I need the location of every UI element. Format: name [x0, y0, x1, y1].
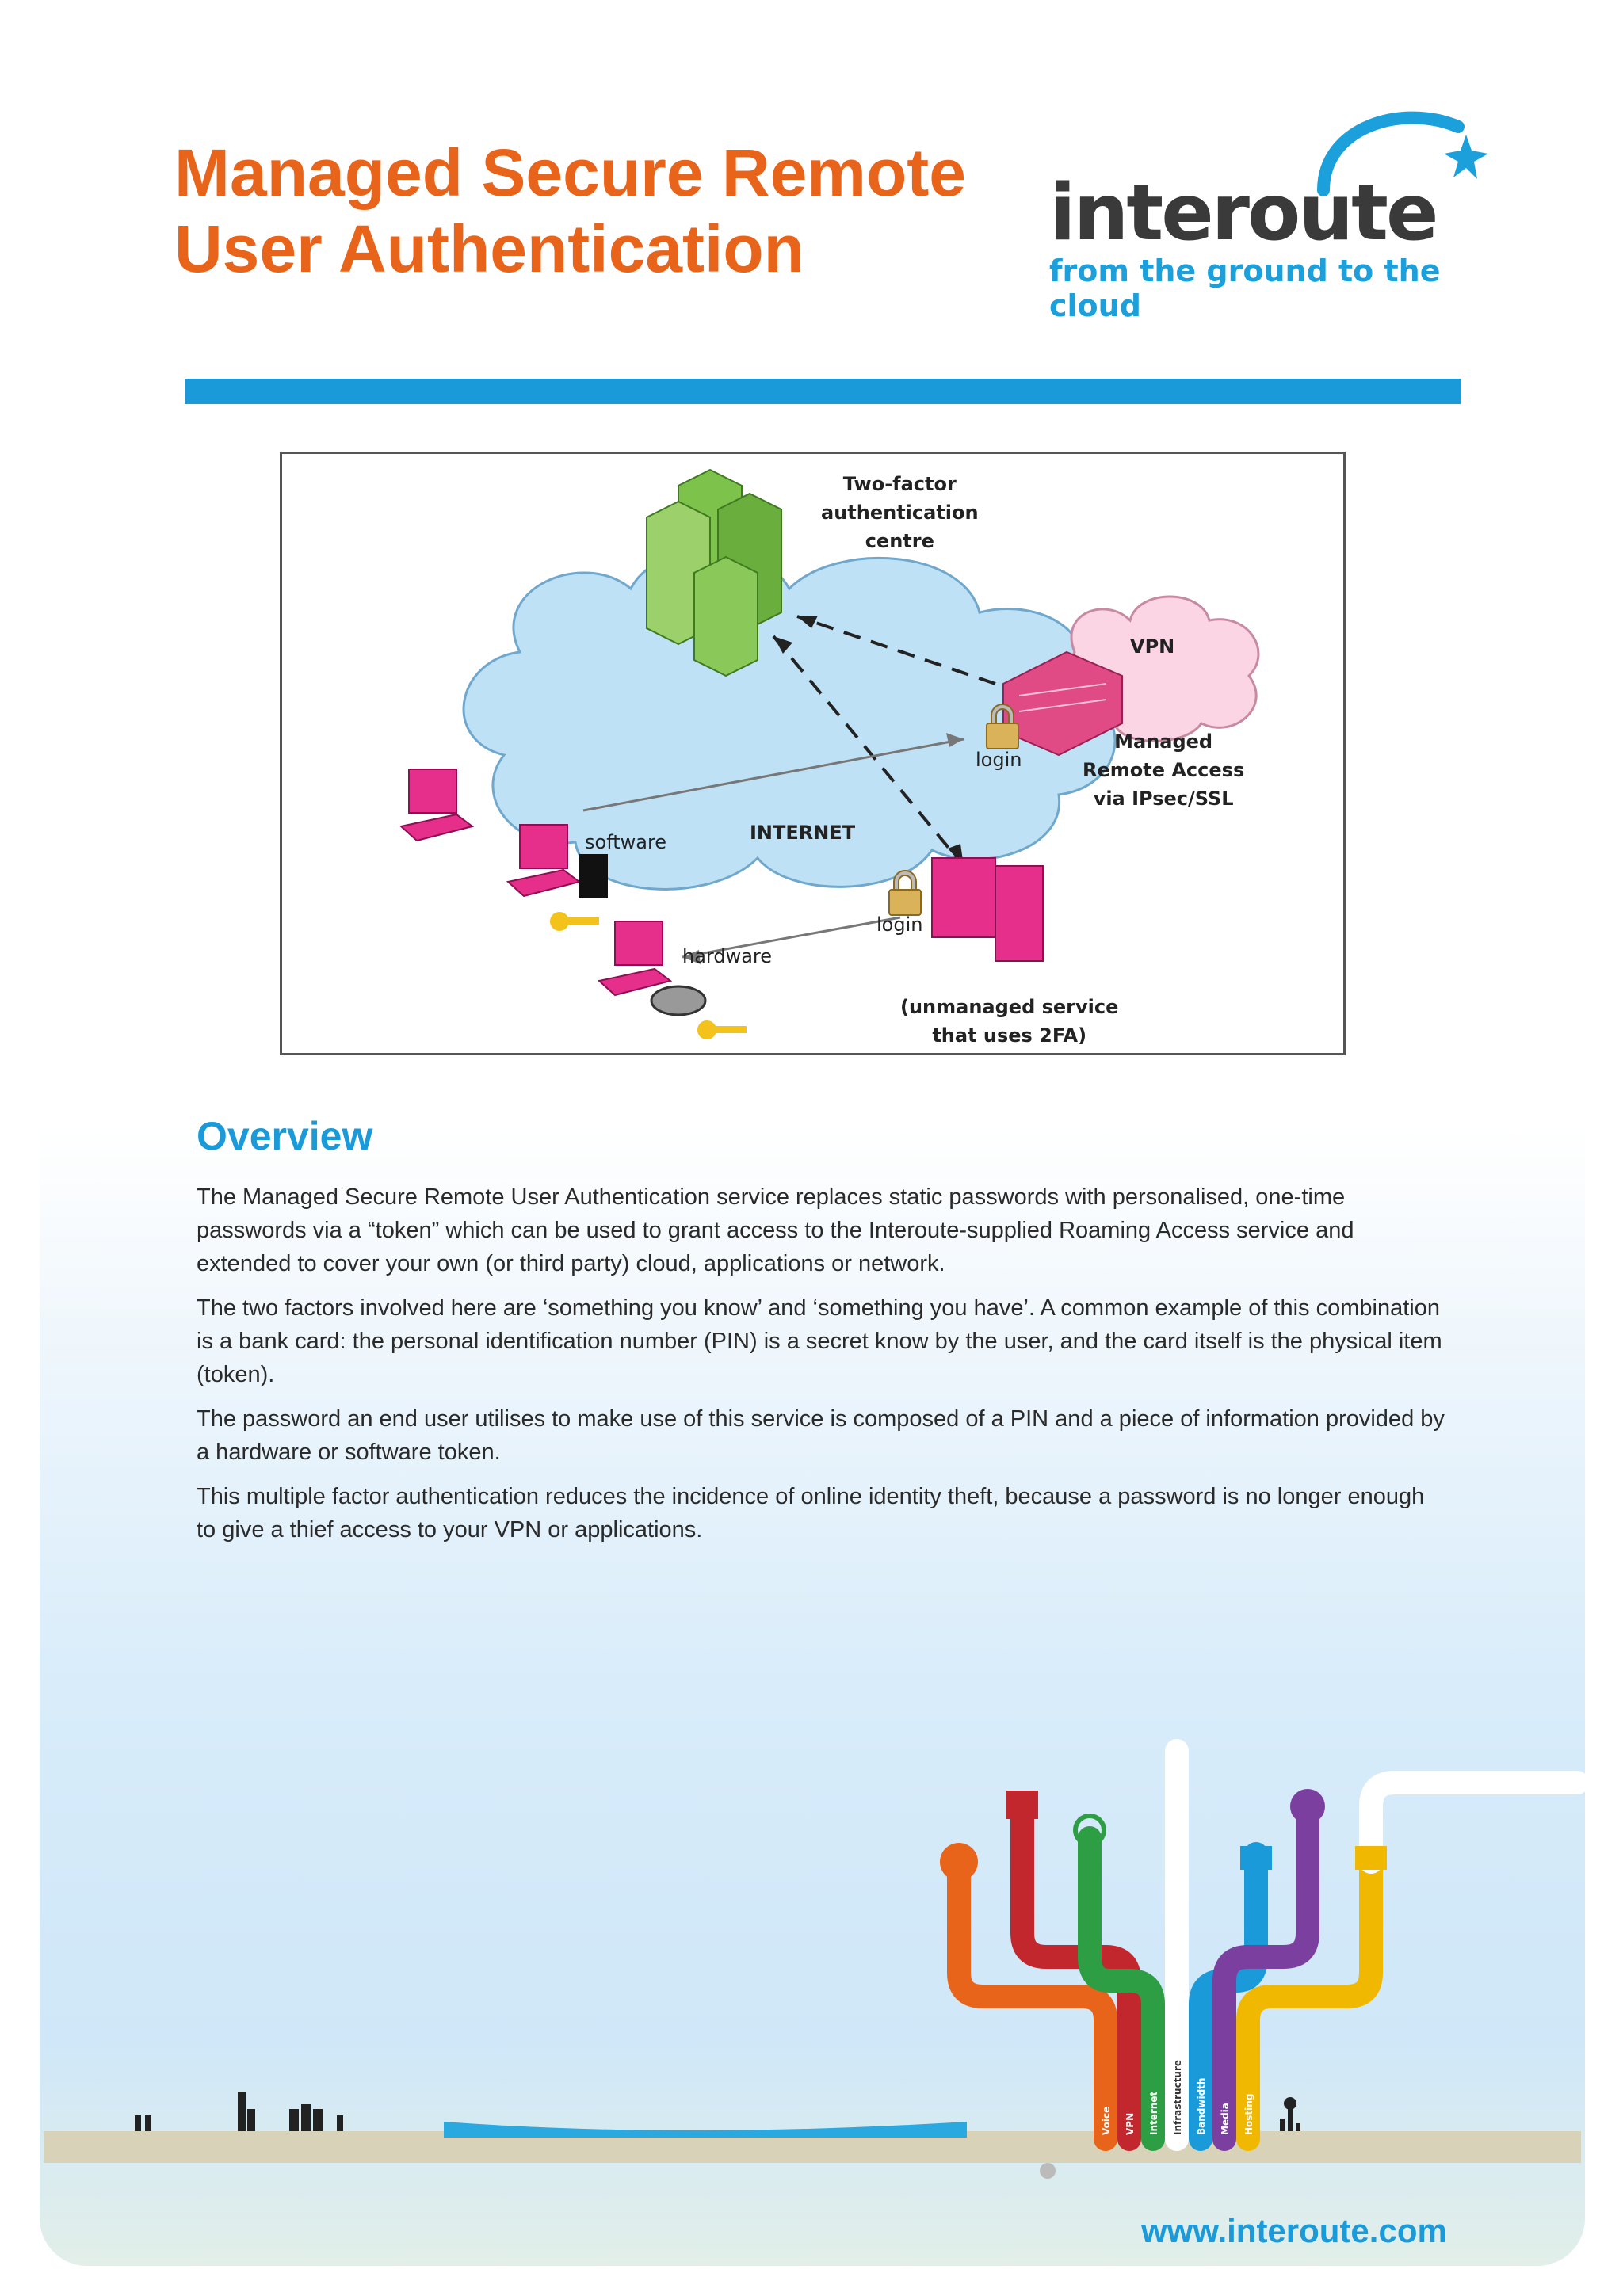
- login-top-label: login: [976, 749, 1022, 771]
- svg-text:Bandwidth: Bandwidth: [1196, 2077, 1207, 2135]
- vpn-label: VPN: [1130, 635, 1175, 658]
- page-title: [174, 135, 1062, 287]
- svg-text:VPN: VPN: [1125, 2112, 1136, 2135]
- svg-text:Media: Media: [1220, 2103, 1231, 2135]
- water-icon: [444, 2122, 967, 2138]
- overview-paragraph: The password an end user utilises to make use of this service is composed of a PIN and a piece of information provided by a hardware or software token.: [197, 1406, 1445, 1465]
- overview-paragraph: This multiple factor authentication reduces the incidence of online identity theft, because a password is no longer enough to give a thief access to your VPN or applications.: [197, 1484, 1425, 1543]
- footer-url: www.interoute.com: [1141, 2212, 1447, 2249]
- software-token-icon: [579, 854, 608, 898]
- hardware-token-icon: [651, 986, 705, 1015]
- header-divider: [185, 379, 1461, 404]
- login-bottom-label: login: [876, 913, 923, 936]
- pipe-valve-icon: [1040, 2163, 1056, 2179]
- service-pipes: [959, 1751, 1577, 2139]
- title-line-2: User Authentication: [174, 212, 804, 286]
- pipe-hand-icons: [940, 1789, 1387, 1881]
- logo-tagline: from the ground to the cloud: [1049, 254, 1441, 323]
- network-diagram: [280, 452, 1346, 1055]
- overview-paragraph: The two factors involved here are ‘something you know’ and ‘something you have’. A common example of this combination is a bank card: the personal identification number (PIN) is a secret know by the user, and the card itself is the physical item (token).: [197, 1295, 1442, 1387]
- managed-access-label: Managed Remote Access via IPsec/SSL: [1083, 730, 1245, 810]
- interoute-logo: [1046, 95, 1490, 323]
- svg-text:Voice: Voice: [1101, 2106, 1112, 2135]
- cloud-services-illustration: [0, 1624, 1623, 2226]
- overview-paragraph: The Managed Secure Remote User Authentication service replaces static passwords with personalised, one-time passwords via a “token” which can be used to grant access to the Interoute-supplied Roaming Access service and extended to cover your own (or third party) cloud, applications or network.: [197, 1184, 1354, 1276]
- internet-label: INTERNET: [750, 822, 856, 844]
- svg-text:Hosting: Hosting: [1243, 2093, 1254, 2135]
- logo-wordmark: interoute: [1049, 168, 1437, 258]
- overview-heading: Overview: [197, 1114, 373, 1158]
- title-line-1: Managed Secure Remote: [174, 135, 966, 210]
- hardware-label: hardware: [682, 945, 773, 967]
- overview-body: [197, 1180, 1449, 1558]
- svg-text:Infrastructure: Infrastructure: [1172, 2059, 1183, 2135]
- unmanaged-service-label: (unmanaged service that uses 2FA): [900, 996, 1119, 1047]
- svg-text:Internet: Internet: [1148, 2091, 1159, 2135]
- auth-centre-label: Two-factor authentication centre: [821, 473, 979, 552]
- software-label: software: [585, 831, 667, 853]
